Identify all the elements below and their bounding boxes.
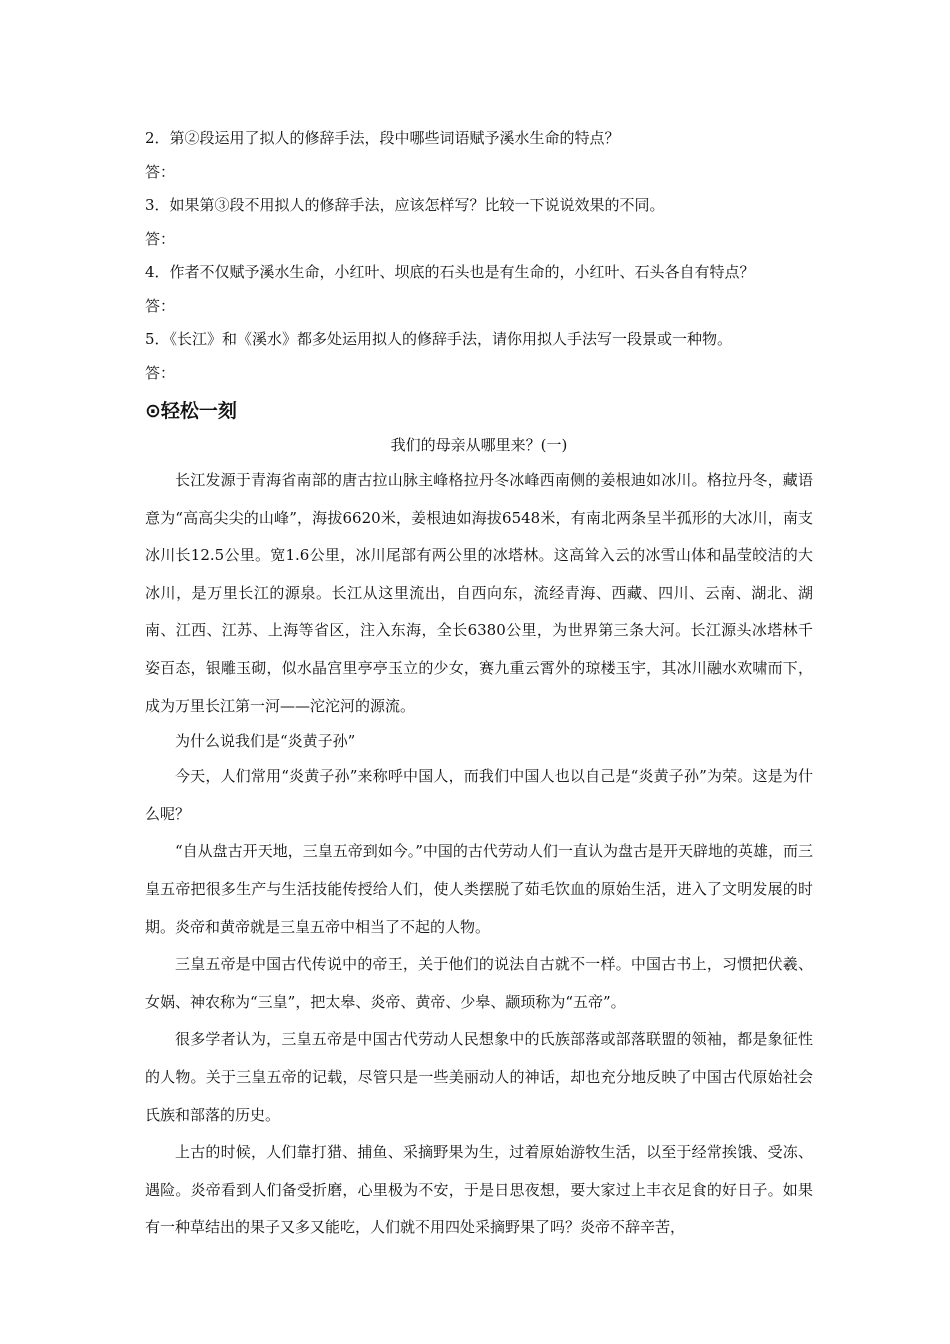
answer-2: 答：	[145, 162, 176, 181]
answer-5: 答：	[145, 363, 176, 382]
paragraph-scholars: 很多学者认为，三皇五帝是中国古代劳动人民想象中的氏族部落或部落联盟的领袖，都是象征性的人物。关于三皇五帝的记载，尽管只是一些美丽动人的神话，却也充分地反映了中国古代原始社会氏族和部落的历史。	[145, 1030, 813, 1124]
document-page	[145, 122, 813, 1247]
question-3: 3．如果第③段不用拟人的修辞手法，应该怎样写？比较一下说说效果的不同。	[145, 196, 665, 214]
paragraph-ancient-times: 上古的时候，人们靠打猎、捕鱼、采摘野果为生，过着原始游牧生活，以至于经常挨饿、受冻、遇险。炎帝看到人们备受折磨，心里极为不安，于是日思夜想，要大家过上丰衣足食的好日子。如果有一种草结出的果子又多又能吃，人们就不用四处采摘野果了吗？炎帝不辞辛苦，	[145, 1143, 813, 1237]
question-5: 5．《长江》和《溪水》都多处运用拟人的修辞手法，请你用拟人手法写一段景或一种物。	[145, 330, 733, 348]
paragraph-three-sovereigns: 三皇五帝是中国古代传说中的帝王，关于他们的说法自古就不一样。中国古书上，习惯把伏羲、女娲、神农称为“三皇”，把太皋、炎帝、黄帝、少皋、颛顼称为“五帝”。	[145, 955, 813, 1011]
story-title: 我们的母亲从哪里来？(一)	[390, 436, 568, 454]
paragraph-yangtze-source: 长江发源于青海省南部的唐古拉山脉主峰格拉丹冬冰峰西南侧的姜根迪如冰川。格拉丹冬，藏语意为“高高尖尖的山峰”，海拔6620米，姜根迪如海拔6548米，有南北两条呈半孤形的大冰川，南支冰川长12.5公里。宽1.6公里，冰川尾部有两公里的冰塔林。这高耸入云的冰雪山体和晶莹皎洁的大冰川，是万里长江的源泉。长江从这里流出，自西向东，流经青海、西藏、四川、云南、湖北、湖南、江西、江苏、上海等省区，注入东海，全长6380公里，为世界第三条大河。长江源头冰塔林千姿百态，银雕玉砌，似水晶宫里亭亭玉立的少女，赛九重云霄外的琼楼玉宇，其冰川融水欢啸而下，成为万里长江第一河——沱沱河的源流。	[145, 471, 813, 715]
answer-3: 答：	[145, 229, 176, 248]
question-2: 2．第②段运用了拟人的修辞手法，段中哪些词语赋予溪水生命的特点？	[145, 129, 620, 147]
paragraph-intro: 今天，人们常用“炎黄子孙”来称呼中国人，而我们中国人也以自己是“炎黄子孙”为荣。这是为什么呢？	[145, 767, 813, 823]
subheading-yanhuang: 为什么说我们是“炎黄子孙”	[175, 732, 356, 751]
section-heading: ⊙轻松一刻	[145, 400, 237, 422]
question-4: 4．作者不仅赋予溪水生命，小红叶、坝底的石头也是有生命的，小红叶、石头各自有特点？	[145, 263, 755, 281]
paragraph-pangu: “自从盘古开天地，三皇五帝到如今。”中国的古代劳动人们一直认为盘古是开天辟地的英雄，而三皇五帝把很多生产与生活技能传授给人们，使人类摆脱了茹毛饮血的原始生活，进入了文明发展的时期。炎帝和黄帝就是三皇五帝中相当了不起的人物。	[145, 842, 813, 936]
answer-4: 答：	[145, 296, 176, 315]
